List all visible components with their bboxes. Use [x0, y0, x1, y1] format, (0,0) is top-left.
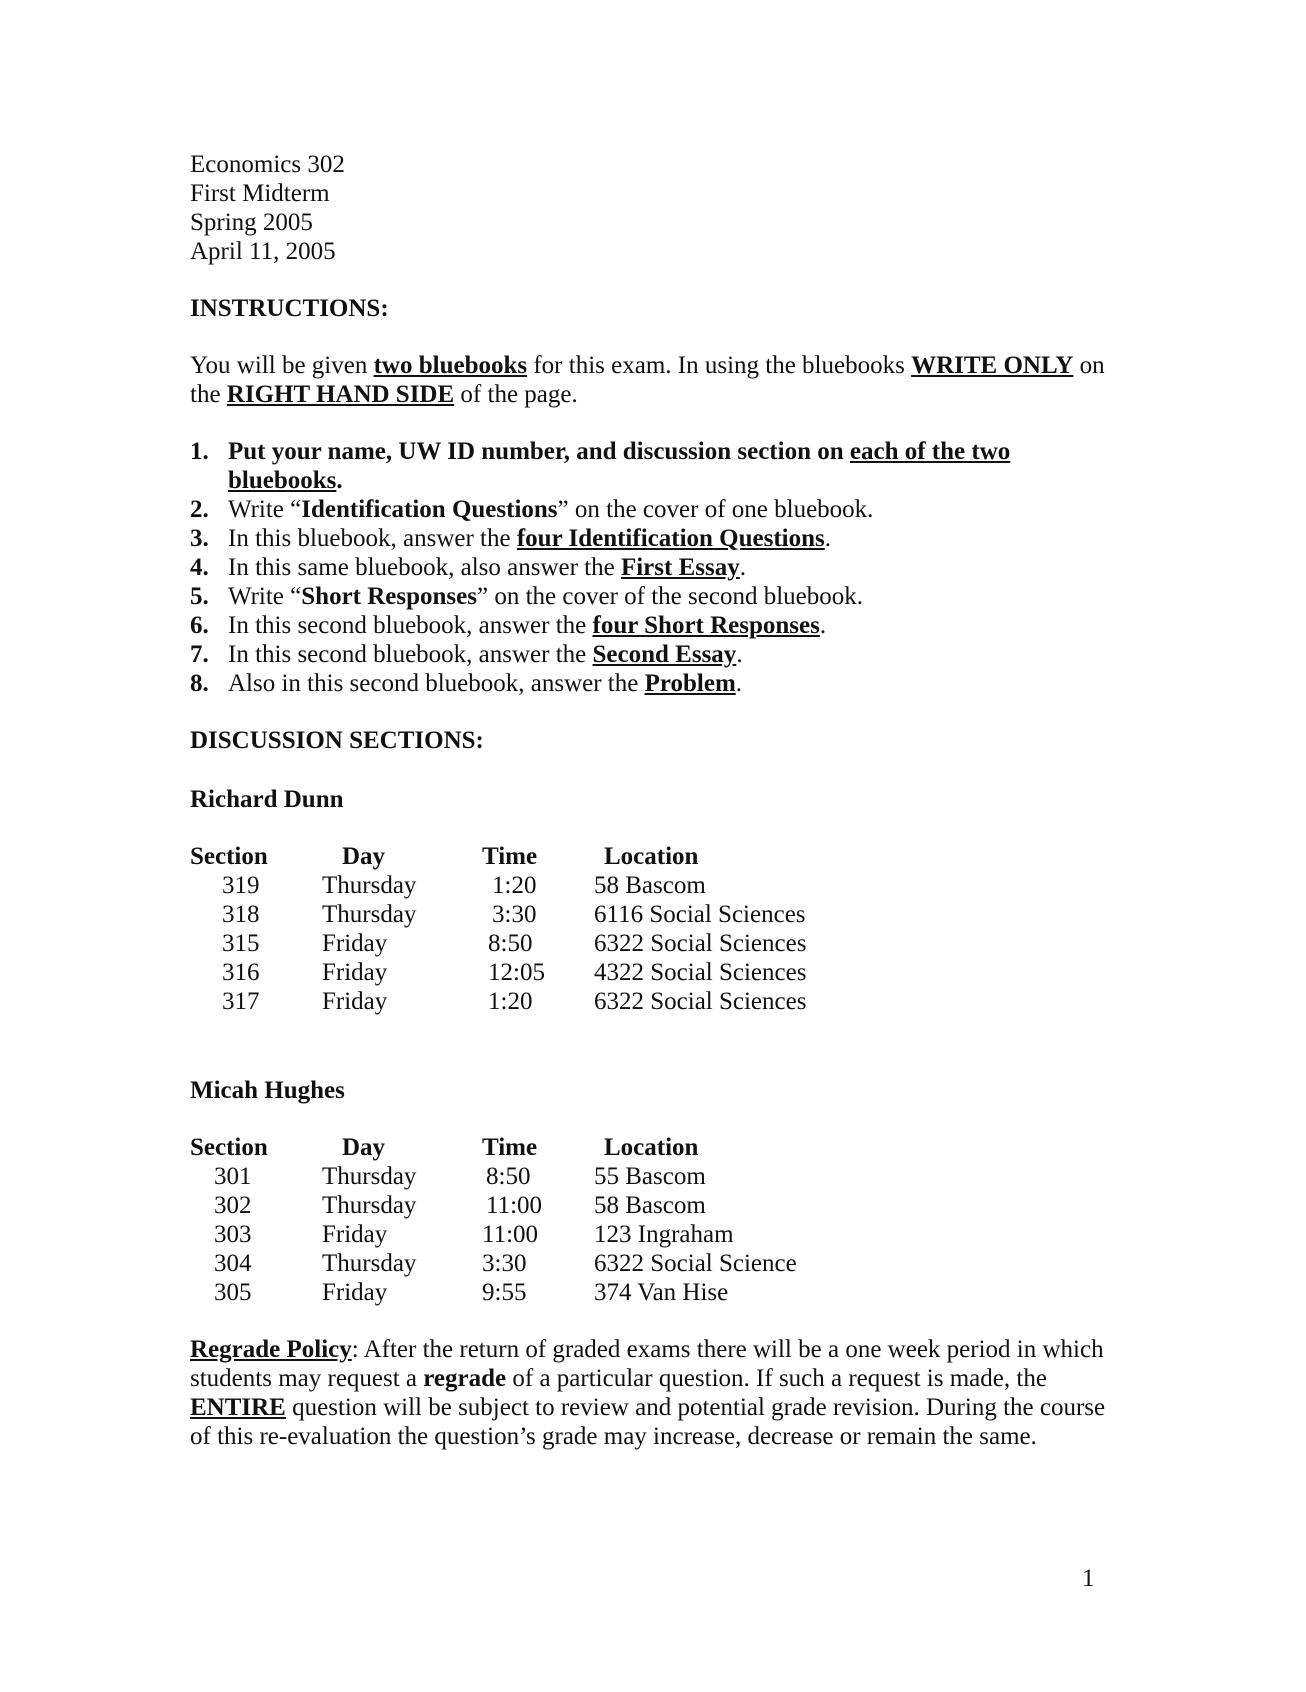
column-header-section: Section: [190, 1134, 268, 1161]
ta-name: Richard Dunn: [190, 786, 344, 813]
step-number: 2.: [190, 496, 209, 523]
step-text: [228, 611, 1120, 640]
column-header-day: Day: [342, 1134, 386, 1161]
cell-day: Friday: [322, 959, 388, 986]
cell-location: 374 Van Hise: [594, 1279, 729, 1306]
step-text-part: In this bluebook, answer the: [228, 525, 517, 552]
cell-day: Thursday: [322, 872, 417, 899]
cell-location: 58 Bascom: [594, 872, 706, 899]
cell-time: 1:20: [492, 872, 537, 899]
step-text: [228, 669, 1120, 698]
table-row: [190, 900, 864, 929]
step-number: 6.: [190, 612, 209, 639]
list-item: [190, 437, 1120, 495]
cell-section: 317: [222, 988, 260, 1015]
step-text-part: In this second bluebook, answer the: [228, 612, 593, 639]
regrade-policy-title: Regrade Policy: [190, 1336, 352, 1363]
step-text: [228, 582, 1120, 611]
step-number: 7.: [190, 641, 209, 668]
cell-location: 123 Ingraham: [594, 1221, 734, 1248]
table-header-row: [190, 842, 864, 871]
intro-text-3: on the: [190, 352, 1105, 408]
step-emphasis: Second Essay: [592, 641, 737, 668]
table-row: [190, 1278, 864, 1307]
cell-section: 319: [222, 872, 260, 899]
step-text: [228, 640, 1120, 669]
section-table: [190, 842, 864, 1016]
cell-section: 315: [222, 930, 260, 957]
step-text: [228, 524, 1120, 553]
table-row: [190, 1191, 864, 1220]
cell-section: 301: [214, 1163, 252, 1190]
table-row: [190, 929, 864, 958]
list-item: [190, 582, 1120, 611]
step-text-part: .: [824, 525, 831, 552]
regrade-emphasis: regrade: [423, 1365, 507, 1392]
step-emphasis: Problem: [644, 670, 736, 697]
cell-day: Friday: [322, 930, 388, 957]
cell-location: 58 Bascom: [594, 1192, 706, 1219]
step-text-part: Also in this second bluebook, answer the: [228, 670, 645, 697]
step-emphasis: Identification Questions: [301, 496, 558, 523]
cell-location: 55 Bascom: [594, 1163, 706, 1190]
cell-day: Thursday: [322, 1250, 417, 1277]
cell-day: Friday: [322, 1221, 388, 1248]
step-text-part: ” on the cover of one bluebook.: [557, 496, 874, 523]
cell-location: 6322 Social Sciences: [594, 930, 807, 957]
cell-section: 304: [214, 1250, 252, 1277]
exam-title: First Midterm: [190, 180, 330, 207]
table-row: [190, 987, 864, 1016]
step-text-part: Put your name, UW ID number, and discussion section on: [228, 438, 850, 465]
step-emphasis: four Identification Questions: [516, 525, 825, 552]
step-emphasis: four Short Responses: [592, 612, 820, 639]
column-header-location: Location: [604, 1134, 699, 1161]
step-number: 3.: [190, 525, 209, 552]
list-item: [190, 495, 1120, 524]
cell-time: 3:30: [482, 1250, 527, 1277]
intro-emphasis-bluebooks: two bluebooks: [373, 352, 528, 379]
cell-section: 316: [222, 959, 260, 986]
step-emphasis: Short Responses: [301, 583, 477, 610]
page-number: 1: [1082, 1565, 1095, 1592]
cell-day: Thursday: [322, 901, 417, 928]
cell-time: 3:30: [492, 901, 537, 928]
column-header-time: Time: [482, 1134, 538, 1161]
list-item: [190, 611, 1120, 640]
cell-time: 12:05: [488, 959, 545, 986]
list-item: [190, 524, 1120, 553]
regrade-text: of a particular question. If such a request is made, the: [506, 1365, 1047, 1392]
discussion-heading: DISCUSSION SECTIONS:: [190, 727, 484, 754]
step-text-part: ” on the cover of the second bluebook.: [477, 583, 863, 610]
step-text-part: .: [819, 612, 827, 639]
cell-day: Thursday: [322, 1192, 417, 1219]
intro-text-4: of the page.: [454, 381, 578, 408]
cell-day: Thursday: [322, 1163, 417, 1190]
instructions-heading: INSTRUCTIONS:: [190, 295, 389, 322]
cell-section: 303: [214, 1221, 252, 1248]
step-emphasis: each of the two bluebooks: [228, 438, 1011, 494]
cell-time: 8:50: [488, 930, 533, 957]
cell-day: Friday: [322, 1279, 388, 1306]
table-row: [190, 958, 864, 987]
instruction-list: [190, 437, 1120, 698]
table-row: [190, 1162, 864, 1191]
table-row: [190, 871, 864, 900]
cell-location: 6116 Social Sciences: [594, 901, 806, 928]
step-number: 1.: [190, 438, 209, 465]
list-item: [190, 640, 1120, 669]
cell-day: Friday: [322, 988, 388, 1015]
column-header-section: Section: [190, 843, 268, 870]
list-item: [190, 553, 1120, 582]
intro-text-1: You will be given: [190, 352, 374, 379]
step-text-part: .: [336, 467, 343, 494]
column-header-day: Day: [342, 843, 386, 870]
step-number: 5.: [190, 583, 209, 610]
step-number: 8.: [190, 670, 209, 697]
regrade-policy: [190, 1335, 1120, 1451]
step-text-part: .: [739, 554, 746, 581]
cell-time: 9:55: [482, 1279, 527, 1306]
cell-time: 8:50: [486, 1163, 531, 1190]
exam-header: [190, 150, 1120, 266]
column-header-location: Location: [604, 843, 699, 870]
regrade-text: question will be subject to review and potential grade revision. During the course of this re-evaluation the question’s grade may increase, decrease or remain the same.: [190, 1394, 1106, 1450]
step-text: [228, 495, 1120, 524]
cell-time: 1:20: [488, 988, 533, 1015]
cell-section: 305: [214, 1279, 252, 1306]
cell-location: 4322 Social Sciences: [594, 959, 807, 986]
exam-date: April 11, 2005: [190, 238, 336, 265]
ta-name: Micah Hughes: [190, 1077, 345, 1104]
step-text: [228, 553, 1120, 582]
intro-paragraph: [190, 351, 1120, 409]
regrade-text: : After the return of graded exams there will be a one week period in which students may request a: [190, 1336, 1104, 1392]
step-text-part: .: [736, 641, 743, 668]
intro-text-2: for this exam. In using the bluebooks: [527, 352, 912, 379]
cell-location: 6322 Social Science: [594, 1250, 797, 1277]
intro-emphasis-write-only: WRITE ONLY: [911, 352, 1074, 379]
exam-page: [190, 150, 1120, 1451]
step-text-part: In this second bluebook, answer the: [228, 641, 593, 668]
table-row: [190, 1220, 864, 1249]
intro-emphasis-right-side: RIGHT HAND SIDE: [226, 381, 455, 408]
cell-time: 11:00: [486, 1192, 543, 1219]
regrade-emphasis-entire: ENTIRE: [190, 1394, 286, 1421]
step-number: 4.: [190, 554, 209, 581]
section-table: [190, 1133, 864, 1307]
table-header-row: [190, 1133, 864, 1162]
step-emphasis: First Essay: [620, 554, 740, 581]
spacer: [190, 1016, 1120, 1046]
cell-time: 11:00: [482, 1221, 539, 1248]
step-text-part: Write “: [228, 496, 302, 523]
cell-section: 318: [222, 901, 260, 928]
list-item: [190, 669, 1120, 698]
cell-location: 6322 Social Sciences: [594, 988, 807, 1015]
step-text-part: .: [735, 670, 743, 697]
step-text: [228, 437, 1120, 495]
step-text-part: In this same bluebook, also answer the: [228, 554, 621, 581]
term: Spring 2005: [190, 209, 313, 236]
step-text-part: Write “: [228, 583, 302, 610]
table-row: [190, 1249, 864, 1278]
column-header-time: Time: [482, 843, 538, 870]
course-title: Economics 302: [190, 151, 345, 178]
cell-section: 302: [214, 1192, 252, 1219]
